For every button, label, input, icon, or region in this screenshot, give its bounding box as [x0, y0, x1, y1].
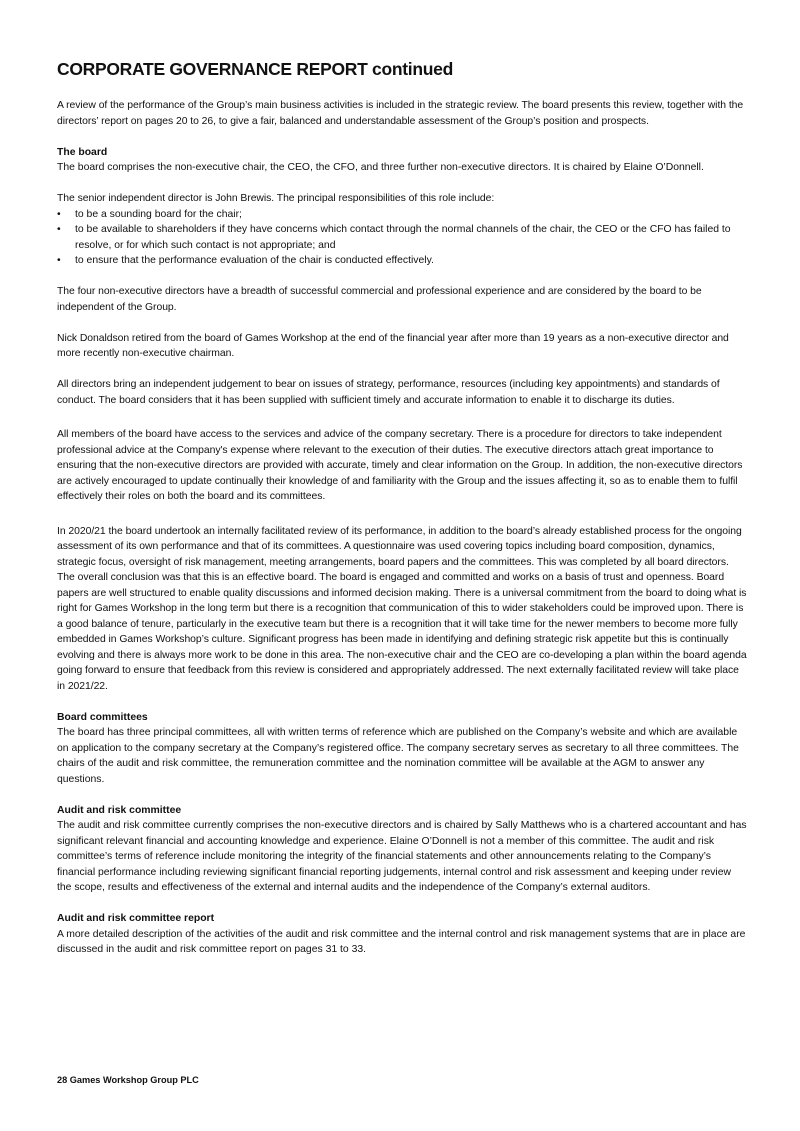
section-heading-the-board: The board — [57, 146, 108, 158]
section-heading-audit-committee: Audit and risk committee — [57, 804, 182, 816]
bullet-icon: • — [57, 255, 61, 266]
section-board-committees — [57, 710, 747, 788]
list-item-text: to be a sounding board for the chair; — [75, 208, 242, 220]
senior-independent-director-paragraph: The senior independent director is John Brewis. The principal responsibilities of this role include: — [57, 193, 495, 204]
audit-report-paragraph: A more detailed description of the activities of the audit and risk committee and the internal control and risk management systems that are in place are discussed in the audit and risk committee report on pages 31 to 33. — [57, 928, 746, 955]
list-item-text: to be available to shareholders if they have concerns which contact through the normal channels of the chair, the CEO or the CFO has failed to resolve, or for which such contact is not appropriate; and — [75, 224, 731, 251]
bullet-icon: • — [57, 224, 61, 235]
company-secretary-paragraph: All members of the board have access to the services and advice of the company secretary. There is a procedure for directors to take independent professional advice at the Company's expense where relevant to the execution of their duties. The executive directors attach great importance to ensuring that the non-executive directors are provided with accurate, timely and clear information on the Group. In addition, the non-executive directors are actively encouraged to update continually their knowledge of and familiarity with the Group and the issues affecting it, so as to enable them to fulfil effectively their roles on both the board and its committees. — [57, 429, 743, 502]
bullet-icon: • — [57, 208, 61, 220]
responsibilities-list — [57, 207, 747, 269]
page-footer: 28 Games Workshop Group PLC — [57, 1075, 199, 1085]
document-page — [57, 58, 747, 973]
list-item — [57, 222, 747, 253]
judgement-paragraph: All directors bring an independent judgement to bear on issues of strategy, performance, resources (including key appointments) and standards of conduct. The board considers that it has been supplied with sufficient timely and accurate information to enable it to discharge its duties. — [57, 379, 720, 406]
list-item — [57, 253, 747, 269]
section-heading-board-committees: Board committees — [57, 711, 148, 723]
independence-paragraph: The four non-executive directors have a breadth of successful commercial and professional experience and are considered by the board to be independent of the Group. — [57, 286, 702, 313]
retirement-paragraph: Nick Donaldson retired from the board of Games Workshop at the end of the financial year after more than 19 years as a non-executive director and more recently non-executive chairman. — [57, 332, 729, 359]
section-audit-report — [57, 911, 747, 958]
section-the-board — [57, 145, 747, 695]
board-composition-paragraph: The board comprises the non-executive chair, the CEO, the CFO, and three further non-executive directors. It is chaired by Elaine O’Donnell. — [57, 162, 704, 173]
performance-review-paragraph: In 2020/21 the board undertook an internally facilitated review of its performance, in addition to the board’s already established process for the ongoing assessment of its own performance and that of its committees. A questionnaire was used covering topics including board composition, dynamics, strategic focus, oversight of risk management, meeting arrangements, board papers and the committees. This was completed by all board directors. The overall conclusion was that this is an effective board. The board is engaged and committed and works on a basis of trust and openness. Board papers are well structured to enable quality discussions and informed decision making. There is a universal commitment from the board to doing what is right for Games Workshop in the long term but there is a recognition that communication of this to wider stakeholders could be improved upon. There is a good balance of tenure, particularly in the executive team but there is a recognition that it will take time for the newer members to become more fully embedded in Games Workshop’s culture. Significant progress has been made in identifying and defining strategic risk appetite but this is continually evolving and there is always more work to be done in this area. The non-executive chair and the CEO are co-developing a plan within the board agenda going forward to ensure that feedback from this review is considered and appropriately addressed. The next externally facilitated review will take place in 2021/22. — [57, 525, 747, 692]
board-committees-paragraph: The board has three principal committees, all with written terms of reference which are published on the Company’s website and which are available on application to the company secretary at the Company’s registered office. The company secretary serves as secretary to all three committees. The chairs of the audit and risk committee, the remuneration committee and the nomination committee will be available at the AGM to answer any questions. — [57, 727, 739, 785]
list-item — [57, 207, 747, 223]
audit-committee-paragraph: The audit and risk committee currently comprises the non-executive directors and is chaired by Sally Matthews who is a chartered accountant and has significant relevant financial and accounting knowledge and experience. Elaine O’Donnell is not a member of this committee. The audit and risk committee’s terms of reference include monitoring the integrity of the financial statements and other announcements relating to the Company’s financial performance including reviewing significant financial reporting judgements, internal control and risk assessment and keeping under review the scope, results and effectiveness of the external and internal audits and the independence of the Company’s external auditors. — [57, 820, 747, 893]
list-item-text: to ensure that the performance evaluation of the chair is conducted effectively. — [75, 255, 434, 266]
section-audit-committee — [57, 803, 747, 896]
intro-paragraph: A review of the performance of the Group’s main business activities is included in the strategic review. The board presents this review, together with the directors’ report on pages 20 to 26, to give a fair, balanced and understandable assessment of the Group’s position and prospects. — [57, 100, 744, 127]
page-title: CORPORATE GOVERNANCE REPORT continued — [57, 59, 453, 79]
section-heading-audit-report: Audit and risk committee report — [57, 913, 215, 924]
